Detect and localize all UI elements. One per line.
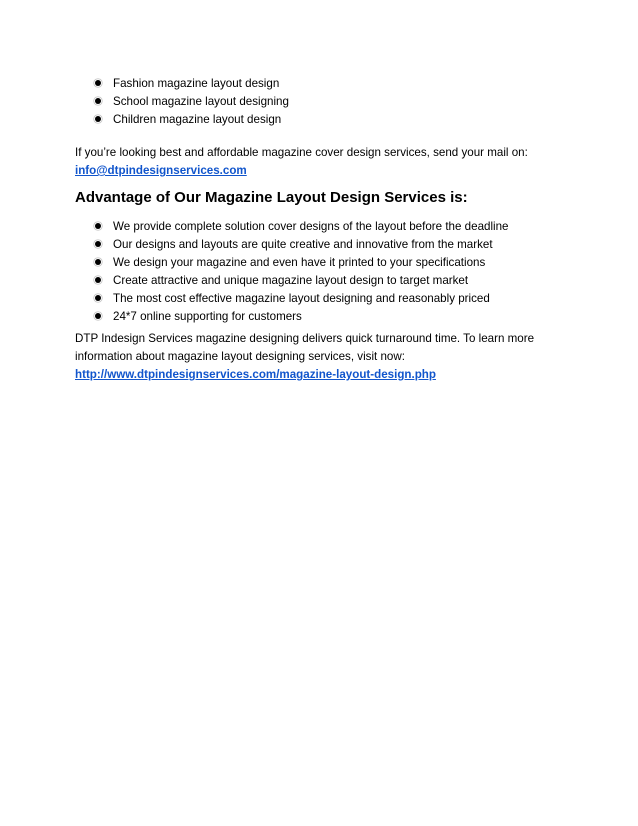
list-item-text: Create attractive and unique magazine layout design to target market [113, 274, 469, 287]
list-item [75, 218, 565, 236]
service-types-list [75, 75, 565, 129]
bullet-icon [95, 223, 101, 229]
list-item [75, 254, 565, 272]
bullet-icon [95, 98, 101, 104]
list-item-text: Children magazine layout design [113, 113, 282, 126]
list-item-text: Fashion magazine layout design [113, 77, 280, 90]
list-item [75, 290, 565, 308]
list-item-text: Our designs and layouts are quite creative and innovative from the market [113, 238, 493, 251]
list-item [75, 93, 565, 111]
list-item [75, 111, 565, 129]
list-item-text: We provide complete solution cover designs of the layout before the deadline [113, 220, 509, 233]
bullet-icon [95, 259, 101, 265]
section-heading: Advantage of Our Magazine Layout Design Services is: [75, 189, 468, 206]
closing-text-line-2: information about magazine layout designing services, visit now: [75, 350, 405, 363]
list-item-text: School magazine layout designing [113, 95, 289, 108]
list-item [75, 308, 565, 326]
bullet-icon [95, 116, 101, 122]
document-body [75, 75, 565, 384]
email-link[interactable]: info@dtpindesignservices.com [75, 164, 247, 177]
website-link[interactable]: http://www.dtpindesignservices.com/magazine-layout-design.php [75, 368, 436, 381]
closing-paragraph [75, 330, 565, 384]
bullet-icon [95, 241, 101, 247]
closing-text-line-1: DTP Indesign Services magazine designing delivers quick turnaround time. To learn more [75, 332, 535, 345]
intro-text: If you’re looking best and affordable magazine cover design services, send your mail on: [75, 146, 528, 159]
intro-paragraph [75, 144, 565, 180]
list-item-text: We design your magazine and even have it printed to your specifications [113, 256, 486, 269]
advantages-list [75, 218, 565, 326]
list-item-text: The most cost effective magazine layout designing and reasonably priced [113, 292, 490, 305]
list-item [75, 272, 565, 290]
bullet-icon [95, 313, 101, 319]
bullet-icon [95, 295, 101, 301]
list-item-text: 24*7 online supporting for customers [113, 310, 302, 323]
list-item [75, 75, 565, 93]
list-item [75, 236, 565, 254]
bullet-icon [95, 277, 101, 283]
bullet-icon [95, 80, 101, 86]
